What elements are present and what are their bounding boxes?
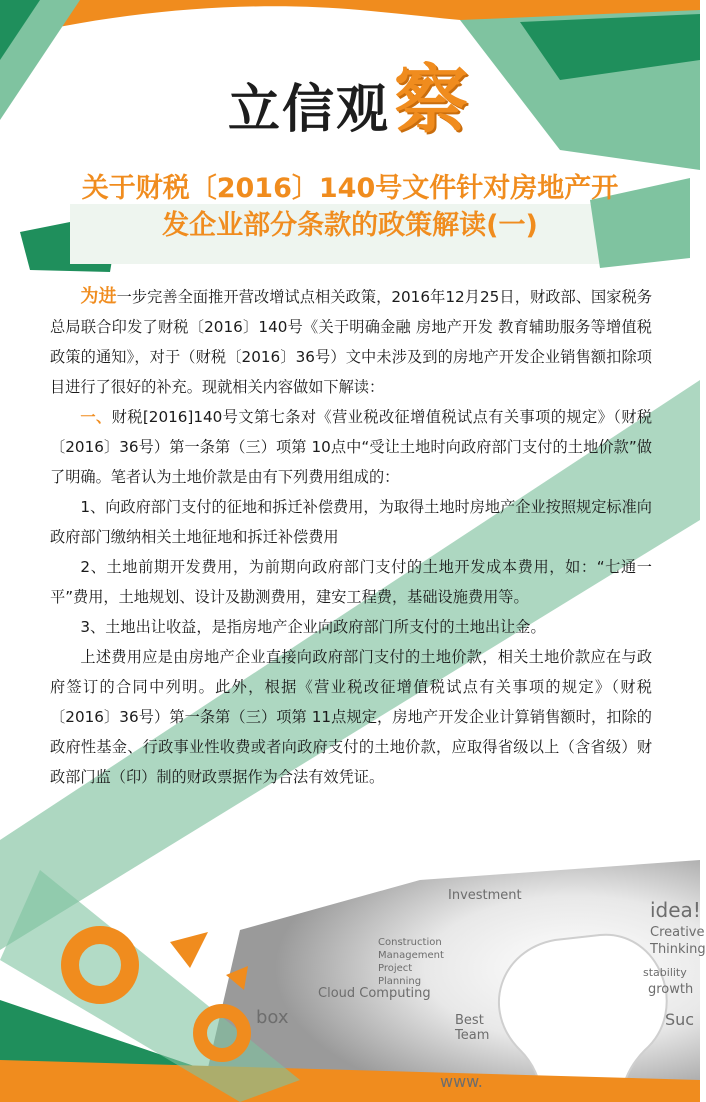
item1-paragraph: 1、向政府部门支付的征地和拆迁补偿费用，为取得土地时房地产企业按照规定标准向政府部门缴纳相关土地征地和拆迁补偿费用 [50,498,652,546]
section1-number: 一、 [80,408,112,426]
deco-word-stability: stability [643,966,687,979]
intro-text: 一步完善全面推开营改增试点相关政策，2016年12月25日，财政部、国家税务总局联合印发了财税〔2016〕140号《关于明确金融 房地产开发 教育辅助服务等增值税政策的通知》，对于（财税〔2016〕36号）文中未涉及到的房地产开发企业销售额扣除项目进行了很好的补充。现就相关内容做如下解读： [50,288,653,396]
section1-text: 财税[2016]140号文第七条对《营业税改征增值税试点有关事项的规定》（财税〔2016〕36号）第一条第（三）项第 10点中“受让土地时向政府部门支付的土地价款”做了明确。笔者认为土地价款是由有下列费用组成的： [50,408,653,486]
deco-word-cloud-computing: Cloud Computing [318,986,431,1001]
closing-paragraph: 上述费用应是由房地产企业直接向政府部门支付的土地价款，相关土地价款应在与政府签订的合同中列明。此外，根据《营业税改征增值税试点有关事项的规定》（财税〔2016〕36号）第一条第（三）项第 11点规定，房地产开发企业计算销售额时，扣除的政府性基金、行政事业性收费或者向政府支付的土地价款，应取得省级以上（含省级）财政部门监（印）制的财政票据作为合法有效凭证。 [50,648,652,786]
orange-triangle-1 [170,932,208,968]
deco-word-suc: Suc [665,1010,695,1029]
deco-word-project: Project [378,963,413,974]
deco-word-management: Management [378,950,444,961]
deco-word-team: Team [455,1028,490,1043]
deco-word-construction: Construction [378,937,442,948]
deco-word-www: www. [440,1072,483,1091]
intro-lead: 为进 [80,286,117,307]
article-title-line2: 发企业部分条款的政策解读(一) [162,210,538,241]
intro-paragraph [50,282,652,402]
item2-paragraph: 2、土地前期开发费用，为前期向政府部门支付的土地开发成本费用，如：“七通一平”费用，土地规划、设计及勘测费用，建安工程费，基础设施费用等。 [50,558,652,606]
article-title [40,170,660,244]
header-title [228,57,469,143]
header-title-main: 立信观 [228,80,391,140]
section1-paragraph [50,402,652,492]
deco-word-best: Best [455,1013,484,1028]
deco-word-planning: Planning [378,976,422,987]
deco-word-box: box [256,1007,289,1028]
article-body [50,282,652,792]
deco-word-growth: growth [648,982,694,997]
item3-paragraph: 3、土地出让收益，是指房地产企业向政府部门所支付的土地出让金。 [80,618,546,636]
deco-word-investment: Investment [448,888,522,903]
deco-word-creative: Creative [650,925,705,940]
header-title-accent: 察 [394,57,469,143]
article-title-line1: 关于财税〔2016〕140号文件针对房地产开 [81,173,619,204]
deco-word-idea: idea! [650,898,701,922]
deco-word-thinking: Thinking [650,942,706,957]
